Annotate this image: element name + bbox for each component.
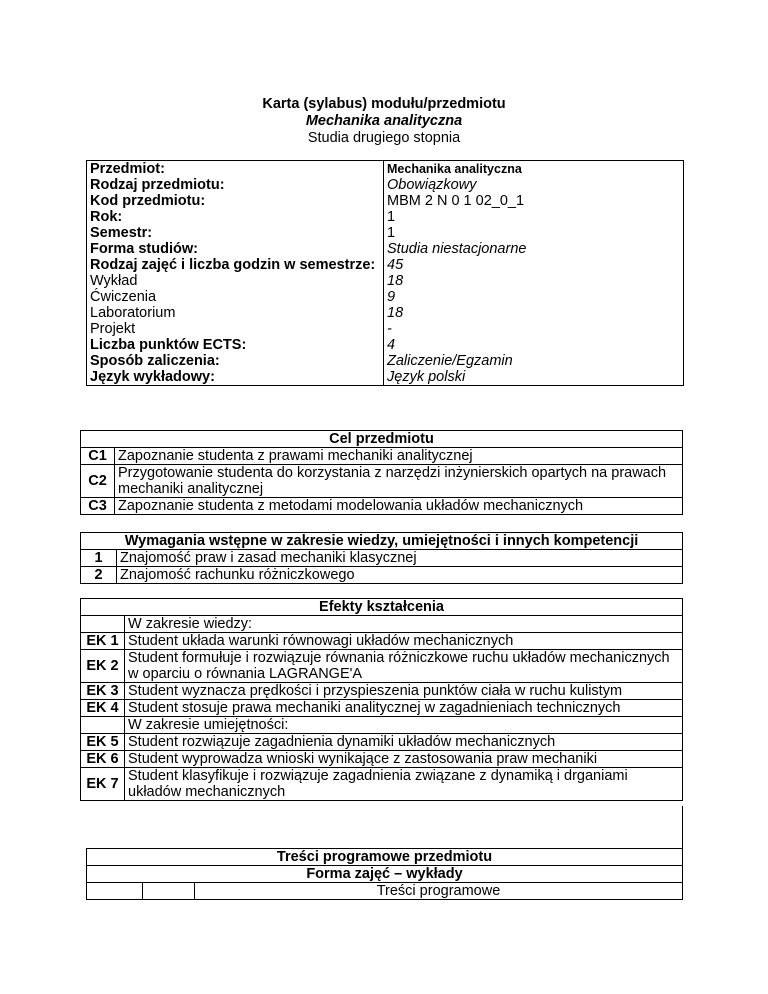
table-border-line <box>682 806 683 850</box>
program-cell-empty <box>87 883 143 900</box>
info-label: Liczba punktów ECTS: <box>87 337 384 353</box>
goal-code: C3 <box>81 498 115 515</box>
outcome-code <box>81 717 125 734</box>
table-row <box>81 734 683 751</box>
program-form: Forma zajęć – wykłady <box>87 866 683 883</box>
table-header-row <box>81 431 683 448</box>
outcome-code <box>81 616 125 633</box>
info-label: Rok: <box>87 209 384 225</box>
info-label: Laboratorium <box>87 305 384 321</box>
table-row <box>87 321 684 337</box>
study-level: Studia drugiego stopnia <box>307 130 461 146</box>
subject-name: Mechanika analityczna <box>305 113 463 129</box>
table-row <box>81 700 683 717</box>
outcome-code: EK 3 <box>81 683 125 700</box>
goal-text: Zapoznanie studenta z prawami mechaniki analitycznej <box>115 448 683 465</box>
outcome-text: Student wyprowadza wnioski wynikające z zastosowania praw mechaniki <box>125 751 683 768</box>
outcome-code: EK 6 <box>81 751 125 768</box>
info-label: Przedmiot: <box>87 161 384 178</box>
table-row <box>81 465 683 498</box>
outcome-text: Student wyznacza prędkości i przyspieszenia punktów ciała w ruchu kulistym <box>125 683 683 700</box>
section-label-skills: W zakresie umiejętności: <box>125 717 683 734</box>
info-value: 9 <box>384 289 684 305</box>
info-label: Kod przedmiotu: <box>87 193 384 209</box>
info-value: 18 <box>384 273 684 289</box>
table-header-row <box>81 599 683 616</box>
info-value: Język polski <box>384 369 684 386</box>
table-row <box>87 241 684 257</box>
table-row <box>87 177 684 193</box>
info-label: Rodzaj zajęć i liczba godzin w semestrze: <box>87 257 384 273</box>
program-heading: Treści programowe przedmiotu <box>87 849 683 866</box>
table-row <box>87 337 684 353</box>
requirements-heading: Wymagania wstępne w zakresie wiedzy, umiejętności i innych kompetencji <box>81 533 683 550</box>
info-value: 45 <box>384 257 684 273</box>
course-goals-table <box>80 430 683 515</box>
table-row <box>87 369 684 386</box>
outcome-code: EK 5 <box>81 734 125 751</box>
program-content-column-header: Treści programowe <box>195 883 683 900</box>
info-label: Język wykładowy: <box>87 369 384 386</box>
info-label: Ćwiczenia <box>87 289 384 305</box>
table-header-row <box>81 533 683 550</box>
info-value: Zaliczenie/Egzamin <box>384 353 684 369</box>
table-row <box>87 353 684 369</box>
info-value: 18 <box>384 305 684 321</box>
table-row <box>87 225 684 241</box>
learning-outcomes-table <box>80 598 683 801</box>
info-value: Mechanika analityczna <box>384 161 684 178</box>
program-content-table <box>86 848 683 900</box>
table-row <box>81 567 683 584</box>
table-row <box>81 616 683 633</box>
table-row <box>87 305 684 321</box>
table-row <box>87 883 683 900</box>
table-row <box>87 257 684 273</box>
table-row <box>81 768 683 801</box>
info-value: 1 <box>384 225 684 241</box>
table-row <box>87 289 684 305</box>
goal-text: Przygotowanie studenta do korzystania z narzędzi inżynierskich opartych na prawach mechaniki analitycznej <box>115 465 683 498</box>
requirement-text: Znajomość rachunku różniczkowego <box>117 567 683 584</box>
requirements-table <box>80 532 683 584</box>
program-cell-empty <box>143 883 195 900</box>
table-row <box>81 448 683 465</box>
info-value: Studia niestacjonarne <box>384 241 684 257</box>
table-row <box>81 650 683 683</box>
info-value: 4 <box>384 337 684 353</box>
table-header-row <box>87 849 683 866</box>
info-label: Semestr: <box>87 225 384 241</box>
table-row <box>87 193 684 209</box>
table-row <box>81 751 683 768</box>
requirement-code: 1 <box>81 550 117 567</box>
outcome-code: EK 7 <box>81 768 125 801</box>
outcome-text: Student rozwiązuje zagadnienia dynamiki układów mechanicznych <box>125 734 683 751</box>
outcome-code: EK 2 <box>81 650 125 683</box>
outcomes-heading: Efekty kształcenia <box>81 599 683 616</box>
goal-code: C1 <box>81 448 115 465</box>
info-value: MBM 2 N 0 1 02_0_1 <box>384 193 684 209</box>
table-row <box>81 550 683 567</box>
outcome-text: Student formułuje i rozwiązuje równania różniczkowe ruchu układów mechanicznych w oparciu o równania LAGRANGE'A <box>125 650 683 683</box>
outcome-code: EK 1 <box>81 633 125 650</box>
table-row <box>81 633 683 650</box>
goals-heading: Cel przedmiotu <box>81 431 683 448</box>
outcome-text: Student układa warunki równowagi układów mechanicznych <box>125 633 683 650</box>
info-label: Wykład <box>87 273 384 289</box>
info-value: 1 <box>384 209 684 225</box>
table-row <box>87 273 684 289</box>
requirement-code: 2 <box>81 567 117 584</box>
section-label-knowledge: W zakresie wiedzy: <box>125 616 683 633</box>
table-row <box>87 161 684 178</box>
table-row <box>81 498 683 515</box>
outcome-text: Student stosuje prawa mechaniki analitycznej w zagadnieniach technicznych <box>125 700 683 717</box>
table-row <box>81 717 683 734</box>
goal-code: C2 <box>81 465 115 498</box>
info-label: Forma studiów: <box>87 241 384 257</box>
document-header <box>0 96 768 147</box>
outcome-text: Student klasyfikuje i rozwiązuje zagadnienia związane z dynamiką i drganiami układów mechanicznych <box>125 768 683 801</box>
document-title: Karta (sylabus) modułu/przedmiotu <box>262 96 506 112</box>
info-value: Obowiązkowy <box>384 177 684 193</box>
info-label: Sposób zaliczenia: <box>87 353 384 369</box>
info-label: Projekt <box>87 321 384 337</box>
outcome-code: EK 4 <box>81 700 125 717</box>
goal-text: Zapoznanie studenta z metodami modelowania układów mechanicznych <box>115 498 683 515</box>
table-header-row <box>87 866 683 883</box>
course-info-table <box>86 160 684 386</box>
table-row <box>87 209 684 225</box>
requirement-text: Znajomość praw i zasad mechaniki klasycznej <box>117 550 683 567</box>
info-label: Rodzaj przedmiotu: <box>87 177 384 193</box>
info-value: - <box>384 321 684 337</box>
table-row <box>81 683 683 700</box>
